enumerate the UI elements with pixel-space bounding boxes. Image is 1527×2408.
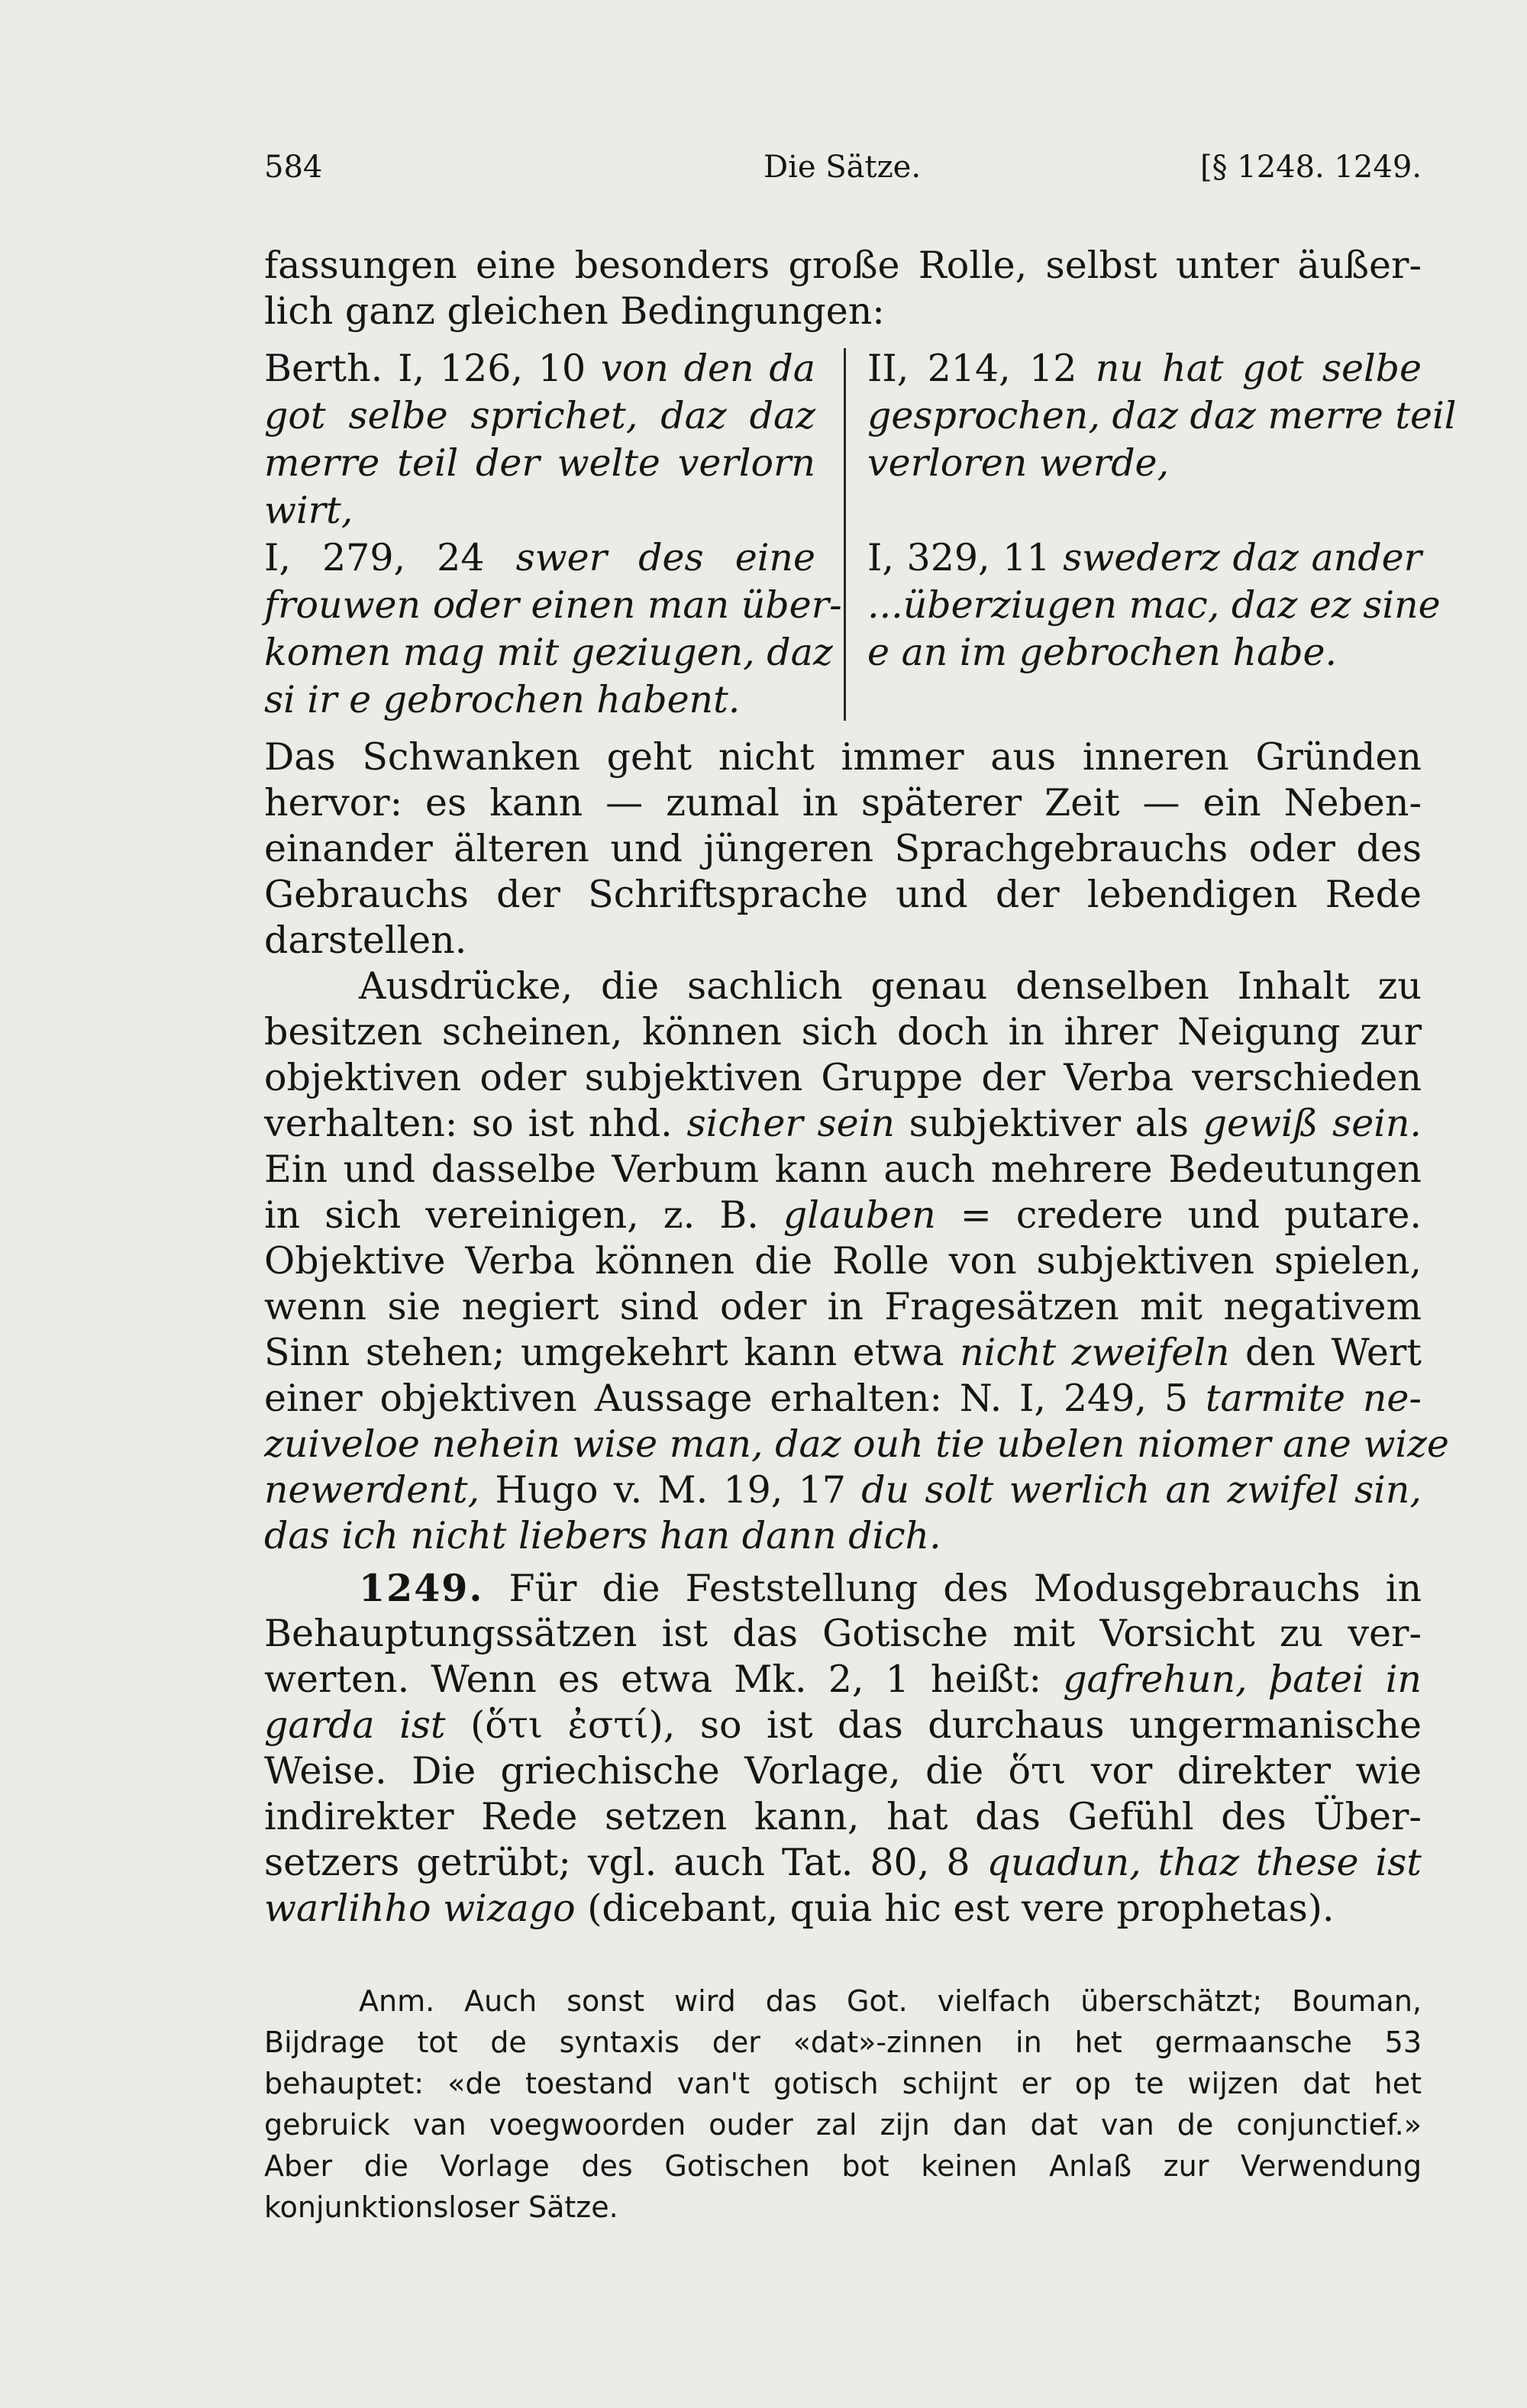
citation-line	[264, 440, 815, 487]
text-line	[264, 1703, 1422, 1748]
citation-line	[867, 487, 1422, 534]
roman-segment: den Wert	[1229, 1331, 1422, 1374]
roman-segment: einander älteren und jüngeren Sprachgebrauchs oder des	[264, 827, 1422, 870]
roman-segment: subjektiver als	[894, 1102, 1203, 1145]
text-line	[264, 734, 1422, 780]
roman-segment: besitzen scheinen, können sich doch in ihrer Neigung zur	[264, 1010, 1422, 1054]
italic-segment: sicher sein	[686, 1102, 895, 1145]
roman-segment: Das Schwanken geht nicht immer aus inneren Gründen	[264, 735, 1422, 779]
annotation-line: Anm. Auch sonst wird das Got. vielfach überschätzt; Bouman,	[359, 1984, 1422, 2018]
citation-line	[264, 534, 815, 582]
annotation-line: gebruick van voegwoorden ouder zal zijn dan dat van de conjunctief.»	[264, 2108, 1422, 2142]
roman-segment: einer objektiven Aussage erhalten: N. I, 249, 5	[264, 1377, 1206, 1420]
italic-segment: nicht zweifeln	[960, 1331, 1230, 1374]
running-header	[264, 150, 1422, 203]
citation-line	[867, 534, 1422, 582]
running-title: Die Sätze.	[764, 150, 922, 185]
italic-segment: swer des eine	[515, 536, 815, 579]
roman-segment: wenn sie negiert sind oder in Fragesätzen mit negativem	[264, 1285, 1422, 1328]
italic-segment: garda ist	[264, 1703, 446, 1747]
text-line	[264, 1611, 1422, 1657]
italic-segment: komen mag mit geziugen, daz	[264, 631, 833, 674]
italic-segment: tarmite ne-	[1205, 1377, 1422, 1420]
text-line	[264, 872, 1422, 918]
roman-segment: (dicebant, quia hic est vere prophetas).	[575, 1887, 1335, 1930]
text-line: fassungen eine besonders große Rolle, selbst unter äußer-	[264, 244, 1422, 287]
text-line	[264, 1284, 1422, 1330]
citation-line	[867, 345, 1422, 392]
italic-segment: swederz daz ander	[1063, 536, 1422, 579]
text-line	[264, 1657, 1422, 1703]
text-line	[264, 1147, 1422, 1193]
citation-line	[264, 629, 833, 676]
italic-segment: gesprochen, daz daz merre teil	[867, 394, 1457, 437]
italic-segment: glauben	[783, 1193, 936, 1237]
text-line	[264, 918, 1422, 964]
citation-line	[867, 629, 1422, 676]
italic-segment: von den da	[601, 347, 815, 390]
text-line: lich ganz gleichen Bedingungen:	[264, 289, 885, 333]
roman-segment: Ein und dasselbe Verbum kann auch mehrere Bedeutungen	[264, 1148, 1422, 1191]
text-line	[264, 780, 1422, 826]
roman-segment: = credere und putare.	[935, 1193, 1422, 1237]
roman-segment: Für die Feststellung des Modusgebrauchs in	[483, 1567, 1422, 1610]
roman-segment: Ausdrücke, die sachlich genau denselben Inhalt zu	[359, 964, 1422, 1008]
italic-segment: zuiveloe nehein wise man, daz ouh tie ubelen niomer ane wize	[264, 1422, 1449, 1466]
roman-segment: Gebrauchs der Schriftsprache und der lebendigen Rede	[264, 873, 1422, 916]
text-line	[264, 1009, 1422, 1055]
roman-segment: Objektive Verba können die Rolle von subjektiven spielen,	[264, 1239, 1422, 1283]
italic-segment: si ir e gebrochen habent.	[264, 678, 741, 721]
text-line	[264, 1513, 1422, 1559]
roman-segment: I, 279, 24	[264, 536, 516, 579]
text-line	[359, 1565, 1422, 1612]
annotation-line: behauptet: «de toestand van't gotisch schijnt er op te wijzen dat het	[264, 2067, 1422, 2100]
roman-segment: setzers getrübt; vgl. auch Tat. 80, 8	[264, 1841, 987, 1884]
text-line	[264, 1330, 1422, 1376]
section-number: 1249.	[359, 1566, 484, 1610]
column-divider	[844, 348, 846, 721]
citation-line	[264, 487, 815, 534]
text-line	[264, 1467, 1422, 1513]
italic-segment: gafrehun, þatei in	[1063, 1658, 1422, 1701]
italic-segment: verloren werde,	[867, 441, 1170, 485]
page-number: 584	[264, 150, 323, 185]
citation-line	[867, 582, 1441, 629]
text-line	[264, 826, 1422, 872]
citation-column-left	[264, 345, 842, 724]
italic-segment: nu hat got selbe	[1095, 347, 1422, 390]
text-line	[264, 1376, 1422, 1422]
italic-segment: ...überziugen mac, daz ez sine	[867, 583, 1441, 627]
citation-line	[264, 392, 815, 440]
roman-segment: Hugo v. M. 19, 17	[479, 1468, 862, 1512]
annotation-line: konjunktionsloser Sätze.	[264, 2190, 618, 2224]
roman-segment: Behauptungssätzen ist das Gotische mit Vorsicht zu ver-	[264, 1612, 1422, 1655]
roman-segment: objektiven oder subjektiven Gruppe der Verba verschieden	[264, 1056, 1422, 1099]
citation-line	[264, 582, 842, 629]
italic-segment: newerdent,	[264, 1468, 480, 1512]
text-line	[264, 1101, 1422, 1147]
italic-segment: quadun, thaz these ist	[986, 1841, 1422, 1884]
italic-segment: warlihho wizago	[264, 1887, 576, 1930]
citation-line	[867, 392, 1457, 440]
section-reference: [§ 1248. 1249.	[1199, 150, 1422, 185]
roman-segment: indirekter Rede setzen kann, hat das Gefühl des Über-	[264, 1795, 1422, 1838]
text-line	[359, 964, 1422, 1009]
roman-segment: darstellen.	[264, 918, 467, 962]
text-line	[264, 1748, 1422, 1794]
roman-segment: Weise. Die griechische Vorlage, die ὅτι vor direkter wie	[264, 1749, 1422, 1793]
roman-segment: II, 214, 12	[867, 347, 1096, 390]
italic-segment: merre teil der welte verlorn	[264, 441, 815, 485]
annotation-line: Aber die Vorlage des Gotischen bot keinen Anlaß zur Verwendung	[264, 2149, 1422, 2183]
roman-segment: I, 329, 11	[867, 536, 1064, 579]
italic-segment: du solt werlich an zwifel sin,	[861, 1468, 1422, 1512]
roman-segment: verhalten: so ist nhd.	[264, 1102, 687, 1145]
roman-segment: werten. Wenn es etwa Mk. 2, 1 heißt:	[264, 1658, 1064, 1701]
roman-segment: in sich vereinigen, z. B.	[264, 1193, 783, 1237]
roman-segment: (ὅτι ἐστί), so ist das durchaus ungermanische	[445, 1703, 1422, 1747]
text-line	[264, 1055, 1422, 1101]
text-line	[264, 1794, 1422, 1840]
citation-column-right	[867, 345, 1457, 724]
italic-segment: gewiß sein.	[1203, 1102, 1422, 1145]
text-line	[264, 1886, 1422, 1932]
italic-segment: got selbe sprichet, daz daz	[264, 394, 815, 437]
italic-segment: das ich nicht liebers han dann dich.	[264, 1514, 941, 1557]
roman-segment: Sinn stehen; umgekehrt kann etwa	[264, 1331, 960, 1374]
text-line	[264, 1422, 1449, 1467]
annotation-line: Bijdrage tot de syntaxis der «dat»-zinnen in het germaansche 53	[264, 2025, 1422, 2059]
citation-line	[867, 676, 1422, 724]
roman-segment: hervor: es kann — zumal in späterer Zeit — ein Neben-	[264, 781, 1422, 825]
text-line	[264, 1193, 1422, 1238]
citation-line	[264, 345, 815, 392]
citation-line	[264, 676, 815, 724]
italic-segment: frouwen oder einen man über-	[264, 583, 842, 627]
text-line	[264, 1238, 1422, 1284]
text-line	[264, 1840, 1422, 1886]
roman-segment: Berth. I, 126, 10	[264, 347, 602, 390]
citation-line	[867, 440, 1422, 487]
italic-segment: wirt,	[264, 489, 354, 532]
italic-segment: e an im gebrochen habe.	[867, 631, 1338, 674]
